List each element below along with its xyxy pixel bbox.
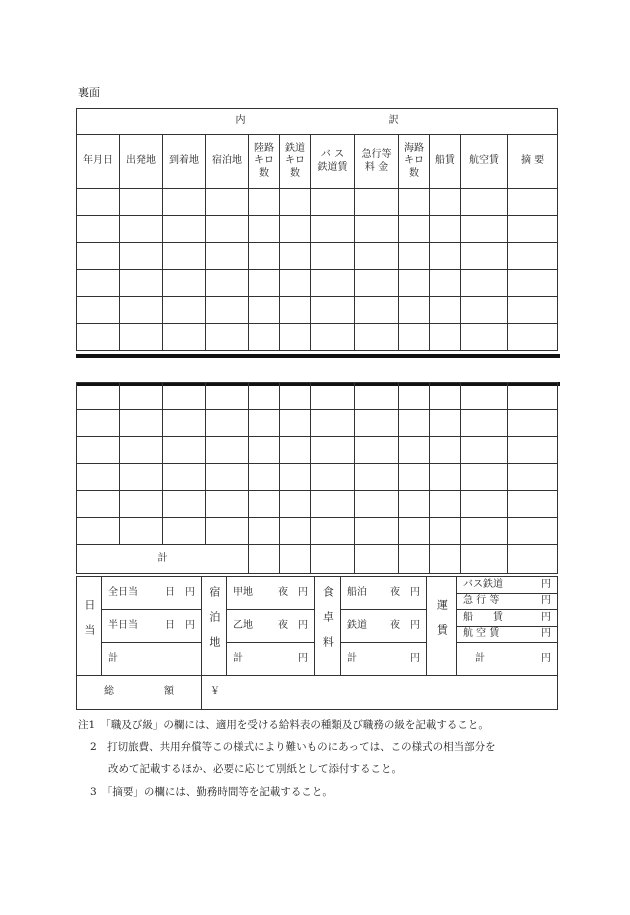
header-line: 年月日	[83, 155, 113, 167]
fare-total: 計 円	[457, 643, 558, 676]
header-line: 料 金	[364, 161, 389, 173]
lodging-label: 宿泊地	[202, 577, 227, 676]
note-2-cont: 改めて記載するほか、必要に応じて別紙として添付すること。	[108, 763, 402, 776]
daily-half: 半日当 日 円	[102, 610, 202, 643]
header-cell-6	[311, 135, 355, 189]
header-cell-1	[120, 135, 163, 189]
header-line: 急行等	[361, 149, 392, 160]
breakdown-title-right: 訳	[388, 115, 399, 127]
breakdown-total-label: 計	[77, 545, 249, 574]
header-line: 摘 要	[520, 155, 545, 167]
header-line: キロ	[254, 155, 274, 167]
header-cell-7	[355, 135, 399, 189]
note-2: 2 打切旅費、共用弁償等この様式により難いものにあっては、この様式の相当部分を	[90, 741, 496, 754]
grand-total-value: ￥	[202, 676, 558, 710]
meal-ship: 船泊 夜 円	[341, 577, 427, 610]
daily-total: 計	[102, 643, 202, 676]
fare-label: 運賃	[427, 577, 457, 676]
note-1: 注1 「職及び級」の欄には、適用を受ける給料表の種類及び職務の級を記載すること。	[78, 719, 489, 731]
breakdown-table-lower	[76, 382, 558, 574]
lodging-a: 甲地 夜 円	[227, 577, 315, 610]
note-3: 3 「摘要」の欄には、勤務時間等を記載すること。	[90, 785, 333, 798]
daily-full: 全日当 日 円	[102, 577, 202, 610]
header-cell-5	[280, 135, 311, 189]
header-line: バ ス	[320, 149, 345, 160]
grand-total-label: 総 額	[77, 676, 202, 710]
lodging-b: 乙地 夜 円	[227, 610, 315, 643]
breakdown-table-upper	[76, 108, 558, 351]
meal-allowance-label: 食卓料	[315, 577, 341, 676]
meal-total: 計 円	[341, 643, 427, 676]
header-cell-0	[77, 135, 120, 189]
header-line: 数	[290, 167, 300, 179]
header-line: 数	[259, 167, 269, 179]
header-cell-10	[461, 135, 508, 189]
daily-allowance-label: 日当	[77, 577, 102, 676]
header-cell-11	[508, 135, 558, 189]
header-cell-9	[430, 135, 461, 189]
notes	[78, 718, 558, 807]
header-cell-2	[163, 135, 206, 189]
page-label: 裏面	[78, 86, 100, 99]
lodging-total: 計 円	[227, 643, 315, 676]
fare-items-top: バス鉄道 円 急 行 等 円	[457, 577, 558, 610]
header-cell-3	[206, 135, 249, 189]
header-line: 出発地	[126, 155, 156, 167]
summary-table	[76, 576, 558, 710]
fare-items-bottom: 船 賃 円 航 空 賃 円	[457, 610, 558, 643]
header-cell-4	[249, 135, 280, 189]
header-line: 到着地	[169, 155, 199, 167]
header-line: キロ	[404, 155, 424, 167]
header-line: 陸路	[254, 142, 274, 154]
omission-line-top	[76, 354, 560, 358]
header-line: 数	[409, 167, 419, 179]
header-line: キロ	[285, 155, 305, 167]
meal-rail: 鉄道 夜 円	[341, 610, 427, 643]
header-line: 船賃	[435, 155, 455, 167]
breakdown-title-left: 内	[235, 115, 246, 127]
header-line: 鉄道賃	[317, 161, 348, 173]
header-line: 海路	[404, 142, 424, 154]
header-line: 鉄道	[285, 142, 305, 154]
breakdown-title	[77, 109, 558, 135]
header-cell-8	[399, 135, 430, 189]
header-line: 航空賃	[469, 155, 499, 167]
header-line: 宿泊地	[212, 155, 242, 167]
